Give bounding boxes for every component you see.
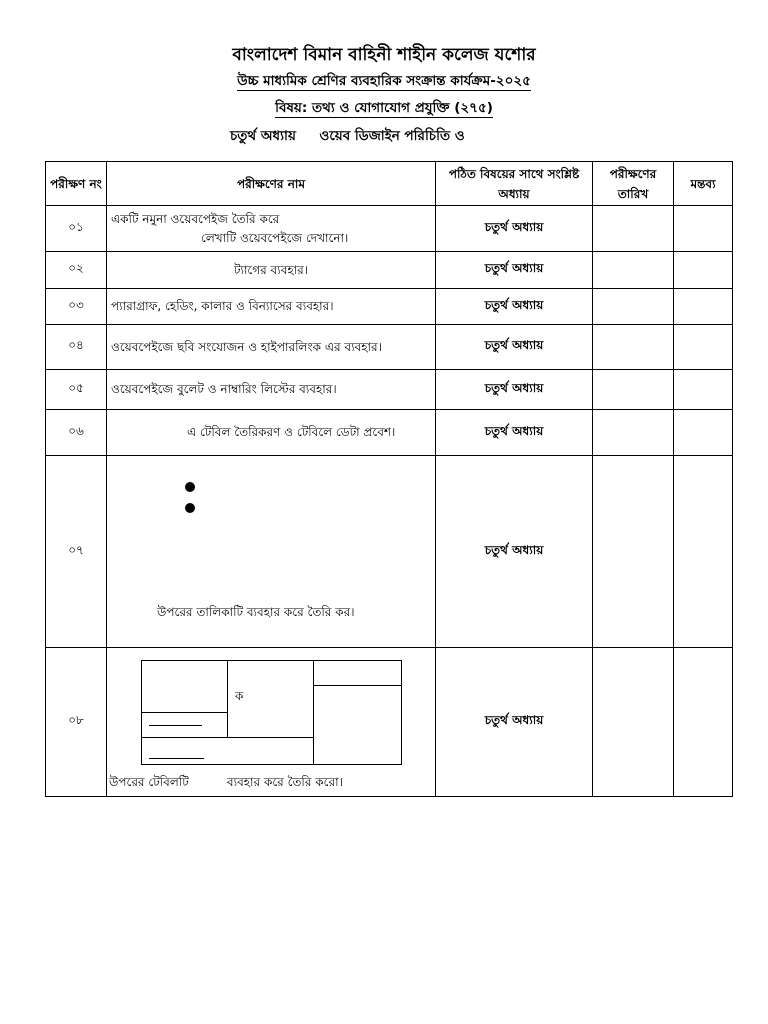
row-date-cell[interactable] (593, 410, 674, 456)
row-chapter: চতুর্থ অধ্যায় (436, 289, 593, 325)
row-chapter: চতুর্থ অধ্যায় (436, 325, 593, 370)
row-number: ০২ (46, 252, 107, 289)
row-date-cell[interactable] (593, 648, 674, 797)
row-chapter: চতুর্থ অধ্যায় (436, 410, 593, 456)
row-date-cell[interactable] (593, 252, 674, 289)
row-name: ওয়েবপেইজে ছবি সংযোজন ও হাইপারলিংক এর ব্যবহার। (107, 325, 436, 370)
row-name: এ টেবিল তৈরিকরণ ও টেবিলে ডেটা প্রবেশ। (107, 410, 436, 456)
sample-table-divider (313, 685, 402, 686)
table-header-row (46, 162, 733, 206)
row-chapter: চতুর্থ অধ্যায় (436, 648, 593, 797)
row-chapter: চতুর্থ অধ্যায় (436, 370, 593, 410)
header-name: পরীক্ষণের নাম (107, 162, 436, 206)
table-row (46, 370, 733, 410)
header-chapter: পঠিত বিষয়ের সাথে সংশ্লিষ্ট অধ্যায় (436, 162, 593, 206)
table-row (46, 456, 733, 648)
subject-title: বিষয়: তথ্য ও যোগাযোগ প্রযুক্তি (২৭৫) (275, 100, 493, 116)
row-remark-cell[interactable] (674, 206, 733, 252)
table-row (46, 648, 733, 797)
row-date-cell[interactable] (593, 325, 674, 370)
row-name: ট্যাগের ব্যবহার। (107, 252, 436, 289)
college-name: বাংলাদেশ বিমান বাহিনী শাহীন কলেজ যশোর (232, 45, 536, 65)
sample-table-letter: ক (235, 689, 244, 703)
row-remark-cell[interactable] (674, 252, 733, 289)
table-row (46, 289, 733, 325)
row-name (107, 648, 436, 797)
blank-line (149, 725, 202, 726)
row-name (107, 456, 436, 648)
row-remark-cell[interactable] (674, 325, 733, 370)
row-number: ০৩ (46, 289, 107, 325)
row-remark-cell[interactable] (674, 289, 733, 325)
row-chapter: চতুর্থ অধ্যায় (436, 456, 593, 648)
row-number: ০৭ (46, 456, 107, 648)
row-name: ওয়েবপেইজে বুলেট ও নাম্বারিং লিস্টের ব্যবহার। (107, 370, 436, 410)
sample-table-divider (313, 660, 314, 765)
table-sample-area (107, 648, 435, 796)
row-number: ০৬ (46, 410, 107, 456)
row-remark-cell[interactable] (674, 648, 733, 797)
table-row (46, 410, 733, 456)
row-remark-cell[interactable] (674, 370, 733, 410)
row-number: ০১ (46, 206, 107, 252)
row-name-line2: লেখাটি ওয়েবপেইজে দেখানো। (201, 230, 349, 245)
sample-table-divider (141, 712, 227, 713)
blank-line (149, 758, 204, 759)
row-number: ০৫ (46, 370, 107, 410)
header-remark: মন্তব্য (674, 162, 733, 206)
table-caption: উপরের টেবিলটি ব্যবহার করে তৈরি করো। (109, 775, 343, 789)
header-date: পরীক্ষণের তারিখ (593, 162, 674, 206)
row-name: প্যারাগ্রাফ, হেডিং, কালার ও বিন্যাসের ব্যবহার। (107, 289, 436, 325)
row-remark-cell[interactable] (674, 456, 733, 648)
experiments-table (45, 161, 733, 797)
list-caption: উপরের তালিকাটি ব্যবহার করে তৈরি কর। (157, 605, 355, 619)
row-date-cell[interactable] (593, 456, 674, 648)
bullet-icon (185, 503, 195, 513)
chapter-heading: চতুর্থ অধ্যায় ওয়েব ডিজাইন পরিচিতি ও (230, 128, 465, 144)
row-name (107, 206, 436, 252)
row-date-cell[interactable] (593, 289, 674, 325)
row-remark-cell[interactable] (674, 410, 733, 456)
row-number: ০৪ (46, 325, 107, 370)
row-chapter: চতুর্থ অধ্যায় (436, 252, 593, 289)
row-date-cell[interactable] (593, 206, 674, 252)
bullet-icon (185, 482, 195, 492)
row-number: ০৮ (46, 648, 107, 797)
header-number: পরীক্ষণ নং (46, 162, 107, 206)
table-row (46, 206, 733, 252)
sample-table-divider (227, 660, 228, 737)
table-row (46, 252, 733, 289)
row-date-cell[interactable] (593, 370, 674, 410)
program-title: উচ্চ মাধ্যমিক শ্রেণির ব্যবহারিক সংক্রান্ত কার্যক্রম-২০২৫ (237, 73, 531, 89)
row-chapter: চতুর্থ অধ্যায় (436, 206, 593, 252)
row-name-line1: একটি নমুনা ওয়েবপেইজ তৈরি করে (111, 211, 280, 226)
sample-table-divider (141, 737, 314, 738)
list-sample-area (107, 456, 435, 647)
table-row (46, 325, 733, 370)
